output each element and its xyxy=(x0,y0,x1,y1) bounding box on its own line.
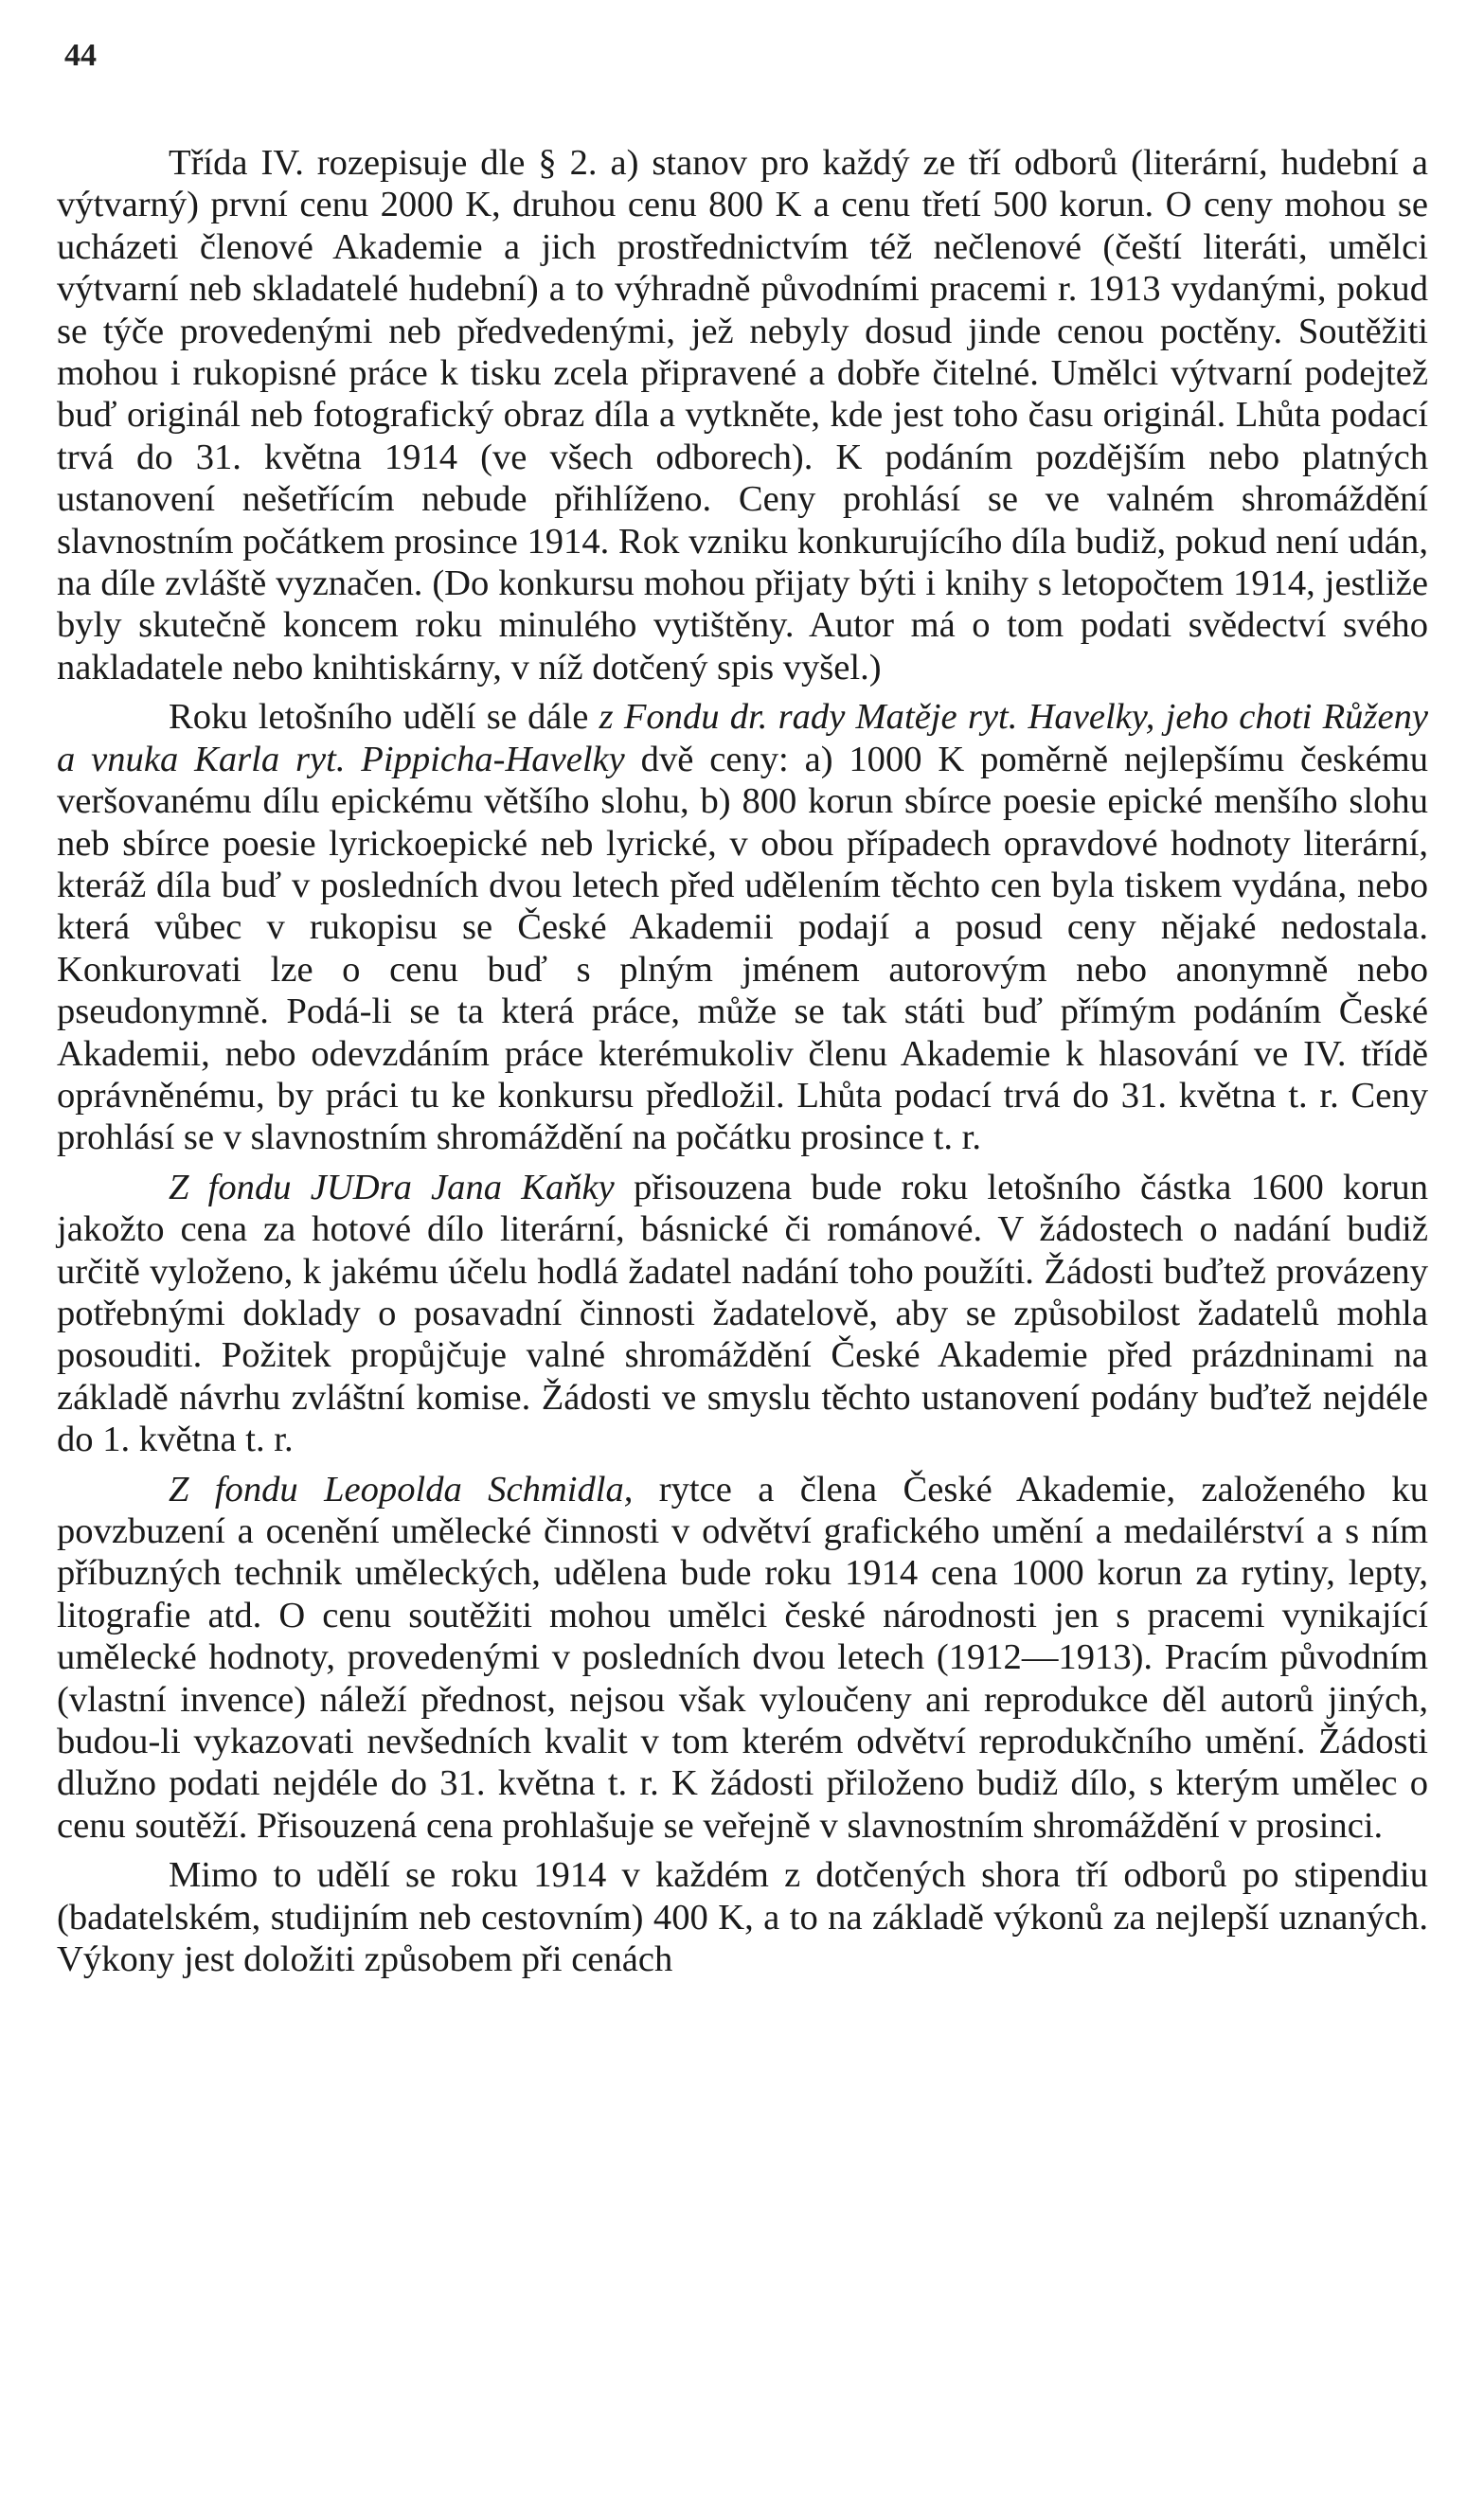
paragraph-text: přisouzena bude roku letošního částka 1600 korun jakožto cena za hotové dílo literární, básnické či románové. V žádostech o nadání budiž určitě vyloženo, k jakému účelu hodlá žadatel nadání toho použíti. Žádosti buďtež provázeny potřebnými doklady o posavadní činnosti žadatelově, aby se způsobilost žadatelů mohla posouditi. Požitek propůjčuje valné shromáždění České Akademie před prázdninami na základě návrhu zvláštní komise. Žádosti ve smyslu těchto ustanovení podány buďtež nejdéle do 1. května t. r. xyxy=(57,1167,1428,1460)
paragraph-stipends xyxy=(57,1854,1428,1980)
fund-name-italic: Z fondu JUDra Jana Kaňky xyxy=(169,1167,615,1207)
paragraph-text: dvě ceny: a) 1000 K poměrně nejlepšímu českému veršovanému dílu epickému většího slohu, b) 800 korun sbírce poesie epické menšího slohu neb sbírce poesie lyrickoepické neb lyrické, v obou případech opravdové hodnoty literární, kteráž díla buď v posledních dvou letech před udělením těchto cen byla tiskem vydána, nebo která vůbec v rukopisu se České Akademii podají a posud ceny nějaké nedostala. Konkurovati lze o cenu buď s plným jménem autorovým nebo anonymně nebo pseudonymně. Podá-li se ta která práce, může se tak státi buď přímým podáním České Akademii, nebo odevzdáním práce kterémukoliv členu Akademie k hlasování ve IV. třídě oprávněnému, by práci tu ke konkursu předložil. Lhůta podací trvá do 31. května t. r. Ceny prohlásí se v slavnostním shromáždění na počátku prosince t. r. xyxy=(57,739,1429,1158)
fund-name-italic: z Fondu dr. rady Matěje ryt. Havelky, jeho choti Růženy a vnuka Karla ryt. Pippicha-Havelky xyxy=(57,697,1429,779)
fund-name-italic: Z fondu Leopolda Schmidla, xyxy=(169,1469,634,1510)
paragraph-schmidl-fund xyxy=(57,1469,1428,1848)
paragraph-text: Třída IV. rozepisuje dle § 2. a) stanov pro každý ze tří odborů (literární, hudební a výtvarný) první cenu 2000 K, druhou cenu 800 K a cenu třetí 500 korun. O ceny mohou se ucházeti členové Akademie a jich prostřednictvím též nečlenové (čeští literáti, umělci výtvarní neb skladatelé hudební) a to výhradně původními pracemi r. 1913 vydanými, pokud se týče provedenými neb předvedenými, jež nebyly dosud jinde cenou poctěny. Soutěžiti mohou i rukopisné práce k tisku zcela připravené a dobře čitelné. Umělci výtvarní podejtež buď originál neb fotografický obraz díla a vytkněte, kde jest toho času originál. Lhůta podací trvá do 31. května 1914 (ve všech odborech). K podáním pozdějším nebo platných ustanovení nešetřícím nebude přihlíženo. Ceny prohlásí se ve valném shromáždění slavnostním počátkem prosince 1914. Rok vzniku konkurujícího díla budiž, pokud není udán, na díle zvláště vyznačen. (Do konkursu mohou přijaty býti i knihy s letopočtem 1914, jestliže byly skutečně koncem roku minulého vytištěny. Autor má o tom podati svědectví svého nakladatele nebo knihtiskárny, v níž dotčený spis vyšel.) xyxy=(57,143,1428,688)
paragraph-kanka-fund xyxy=(57,1167,1428,1461)
paragraph-havelka-fund xyxy=(57,696,1428,1158)
paragraph-class-iv-prizes xyxy=(57,142,1428,688)
paragraph-text: Roku letošního udělí se dále xyxy=(169,697,599,738)
text-column xyxy=(57,142,1428,1980)
paragraph-text: Mimo to udělí se roku 1914 v každém z dotčených shora tří odborů po stipendiu (badatelském, studijním neb cestovním) 400 K, a to na základě výkonů za nejlepší uznaných. Výkony jest doložiti způsobem při cenách xyxy=(57,1855,1428,1980)
page-number: 44 xyxy=(64,38,97,73)
paragraph-text: rytce a člena České Akademie, založeného ku povzbuzení a ocenění umělecké činnosti v odvětví grafického umění a medailérství a s ním příbuzných technik uměleckých, udělena bude roku 1914 cena 1000 korun za rytiny, lepty, litografie atd. O cenu soutěžiti mohou umělci české národnosti jen s pracemi vynikající umělecké hodnoty, provedenými v posledních dvou letech (1912—1913). Pracím původním (vlastní invence) náleží přednost, nejsou však vyloučeny ani reprodukce děl autorů jiných, budou-li vykazovati nevšedních kvalit v tom kterém odvětví reprodukčního umění. Žádosti dlužno podati nejdéle do 31. května t. r. K žádosti přiloženo budiž dílo, s kterým umělec o cenu soutěží. Přisouzená cena prohlašuje se veřejně v slavnostním shromáždění v prosinci. xyxy=(57,1469,1428,1846)
